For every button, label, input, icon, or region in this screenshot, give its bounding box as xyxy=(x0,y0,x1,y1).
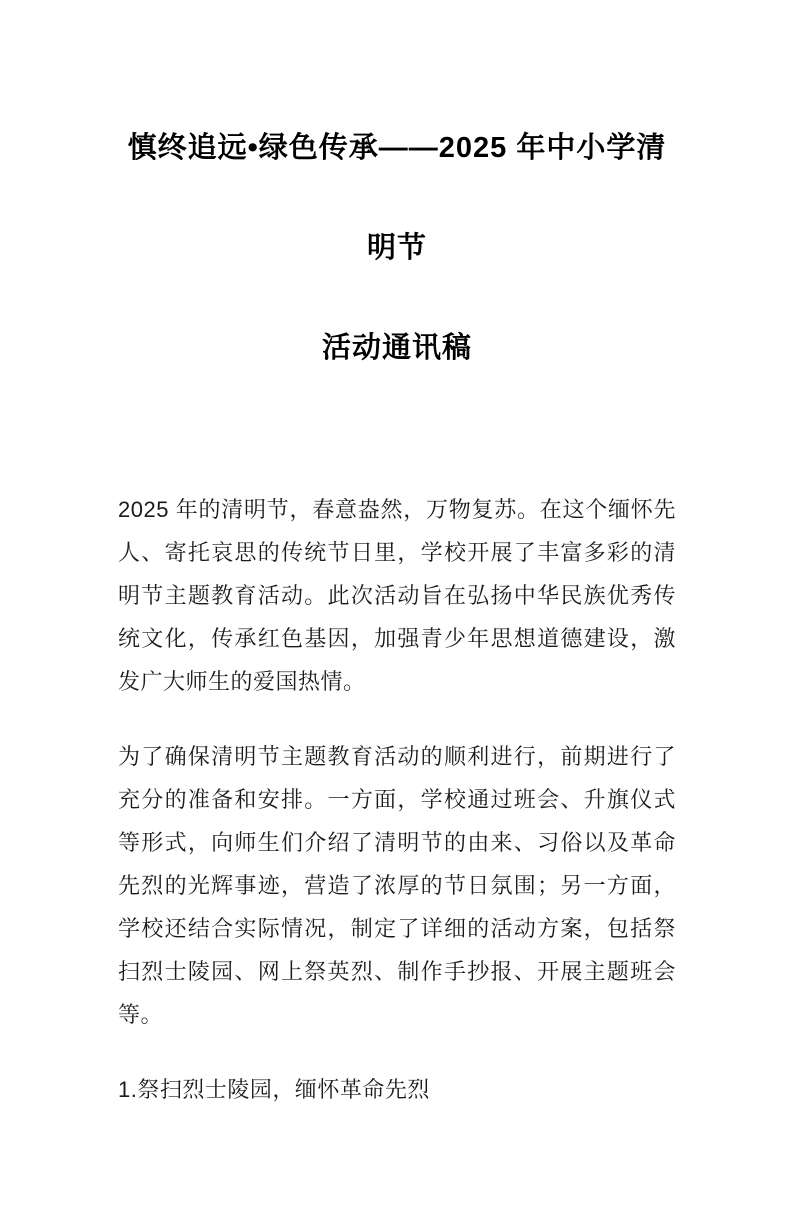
document-page xyxy=(0,98,793,1220)
section-heading-1: 1.祭扫烈士陵园，缅怀革命先烈 xyxy=(118,1077,430,1102)
document-title xyxy=(118,98,676,398)
document-title-line1: 慎终追远•绿色传承——2025 年中小学清明节 xyxy=(127,132,667,264)
paragraph-preparation: 为了确保清明节主题教育活动的顺利进行，前期进行了充分的准备和安排。一方面，学校通过班会、升旗仪式等形式，向师生们介绍了清明节的由来、习俗以及革命先烈的光辉事迹，营造了浓厚的节日氛围；另一方面，学校还结合实际情况，制定了详细的活动方案，包括祭扫烈士陵园、网上祭英烈、制作手抄报、开展主题班会等。 xyxy=(118,744,676,1027)
document-title-line2: 活动通讯稿 xyxy=(321,332,472,364)
paragraph-intro: 2025 年的清明节，春意盎然，万物复苏。在这个缅怀先人、寄托哀思的传统节日里，学校开展了丰富多彩的清明节主题教育活动。此次活动旨在弘扬中华民族优秀传统文化，传承红色基因，加强青少年思想道德建设，激发广大师生的爱国热情。 xyxy=(118,497,676,694)
